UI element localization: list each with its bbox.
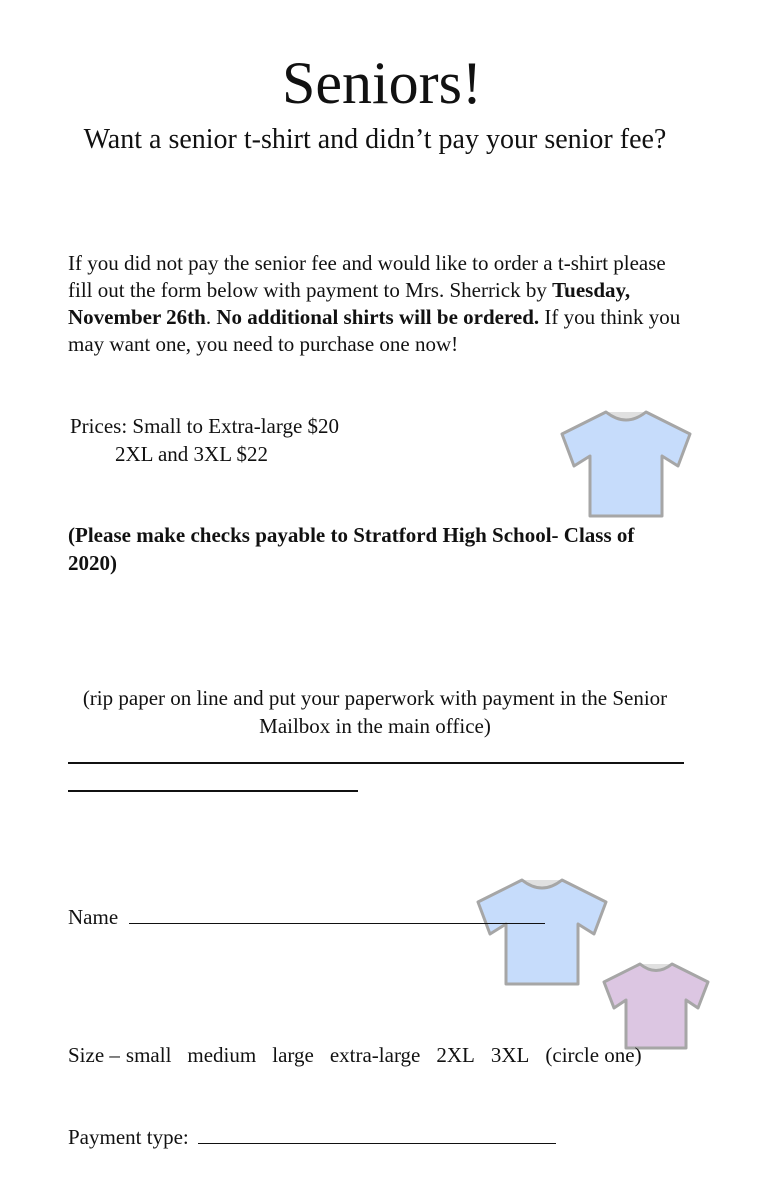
size-selection[interactable] xyxy=(68,1041,648,1069)
checks-payable-note: (Please make checks payable to Stratford High School- Class of 2020) xyxy=(68,523,635,575)
intro-paragraph xyxy=(68,250,688,358)
size-option-large[interactable]: large xyxy=(272,1043,314,1067)
intro-text-1: If you did not pay the senior fee and would like to order a t-shirt please fill out the form below with payment to Mrs. Sherrick by xyxy=(68,251,666,302)
size-option-3xl[interactable]: 3XL xyxy=(490,1043,530,1067)
deadline-date: Tuesday, November 26th xyxy=(68,278,631,329)
price-line-regular: Prices: Small to Extra-large $20 xyxy=(70,414,340,438)
intro-text-3: If you think you may want one, you need to purchase one now! xyxy=(68,305,681,356)
price-line-plus: 2XL and 3XL $22 xyxy=(115,442,268,466)
no-additional-notice: No additional shirts will be ordered. xyxy=(216,305,540,329)
size-label: Size – xyxy=(68,1043,120,1067)
page-title: Seniors! xyxy=(282,50,482,116)
name-label: Name xyxy=(68,905,119,929)
payment-label: Payment type: xyxy=(68,1125,189,1149)
size-instruction: (circle one) xyxy=(545,1043,642,1067)
tshirt-icon xyxy=(600,960,712,1052)
tshirt-icon xyxy=(558,408,694,520)
payment-field[interactable] xyxy=(68,1124,556,1151)
tear-line-short xyxy=(68,790,358,792)
payment-input-line[interactable] xyxy=(198,1125,556,1144)
size-option-extra-large[interactable]: extra-large xyxy=(329,1043,421,1067)
name-input-line[interactable] xyxy=(129,905,545,924)
tshirt-icon xyxy=(474,876,610,988)
name-field[interactable] xyxy=(68,904,545,931)
size-option-2xl[interactable]: 2XL xyxy=(436,1043,475,1067)
tear-line xyxy=(68,762,684,764)
size-option-medium[interactable]: medium xyxy=(187,1043,257,1067)
rip-instructions: (rip paper on line and put your paperwork with payment in the Senior Mailbox in the main office) xyxy=(82,686,668,738)
intro-text-2: . xyxy=(205,305,217,329)
page-subtitle: Want a senior t-shirt and didn’t pay your senior fee? xyxy=(83,124,667,155)
size-option-small[interactable]: small xyxy=(125,1043,172,1067)
